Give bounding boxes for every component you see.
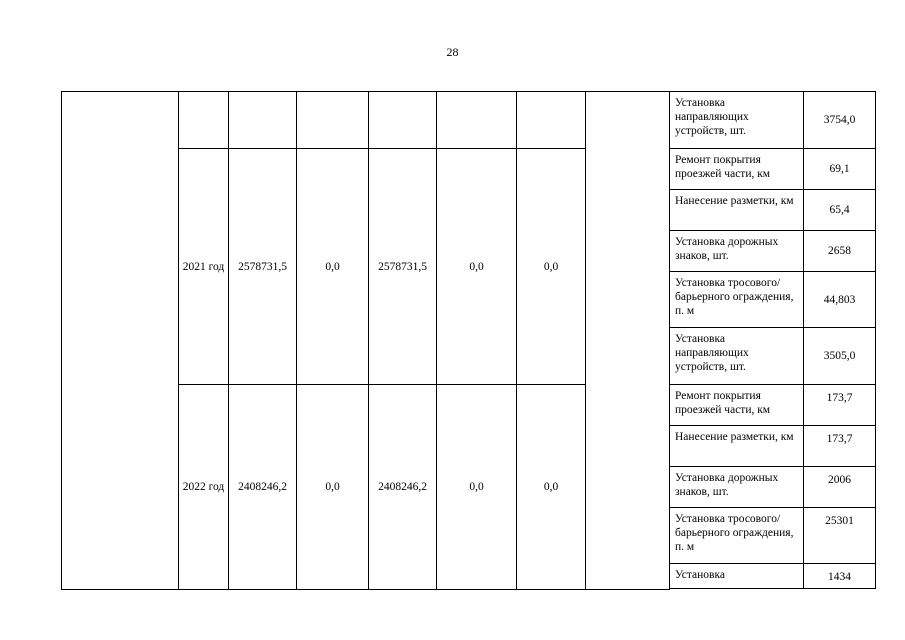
empty-column-cell — [586, 92, 670, 590]
amount-cell — [517, 92, 586, 149]
indicator-value: 173,7 — [804, 426, 876, 467]
indicator-name: Ремонт покрытия проезжей части, км — [670, 385, 804, 426]
year-cell — [179, 92, 229, 149]
year-cell: 2021 год — [179, 149, 229, 385]
amount-cell: 2578731,5 — [369, 149, 437, 385]
indicator-value: 2658 — [804, 231, 876, 272]
table-row — [62, 385, 876, 426]
indicator-name: Установка — [670, 564, 804, 589]
indicator-name: Установка дорожных знаков, шт. — [670, 467, 804, 508]
indicator-value: 65,4 — [804, 190, 876, 231]
page-number: 28 — [446, 45, 459, 59]
table-row — [62, 149, 876, 190]
amount-cell: 0,0 — [437, 385, 517, 590]
amount-cell — [297, 92, 369, 149]
indicator-name: Нанесение разметки, км — [670, 426, 804, 467]
indicator-name: Установка направляющих устройств, шт. — [670, 328, 804, 385]
table-row — [62, 92, 876, 149]
indicator-value: 1434 — [804, 564, 876, 589]
amount-cell: 0,0 — [517, 385, 586, 590]
indicator-name: Нанесение разметки, км — [670, 190, 804, 231]
indicator-value: 25301 — [804, 508, 876, 564]
indicator-value: 173,7 — [804, 385, 876, 426]
amount-cell: 0,0 — [517, 149, 586, 385]
indicator-value: 69,1 — [804, 149, 876, 190]
indicator-value: 44,803 — [804, 272, 876, 328]
amount-cell: 2578731,5 — [229, 149, 297, 385]
amount-cell: 2408246,2 — [229, 385, 297, 590]
amount-cell — [229, 92, 297, 149]
indicator-name: Установка направляющих устройств, шт. — [670, 92, 804, 149]
amount-cell: 0,0 — [437, 149, 517, 385]
amount-cell — [437, 92, 517, 149]
indicator-value: 3754,0 — [804, 92, 876, 149]
year-cell: 2022 год — [179, 385, 229, 590]
empty-column-cell — [62, 92, 179, 590]
data-table — [61, 91, 876, 590]
indicator-value: 2006 — [804, 467, 876, 508]
amount-cell: 0,0 — [297, 149, 369, 385]
amount-cell: 2408246,2 — [369, 385, 437, 590]
indicator-name: Установка тросового/барьерного ограждения, п. м — [670, 272, 804, 328]
indicator-value: 3505,0 — [804, 328, 876, 385]
indicator-name: Установка тросового/барьерного ограждения, п. м — [670, 508, 804, 564]
indicator-name: Установка дорожных знаков, шт. — [670, 231, 804, 272]
amount-cell: 0,0 — [297, 385, 369, 590]
indicator-name: Ремонт покрытия проезжей части, км — [670, 149, 804, 190]
amount-cell — [369, 92, 437, 149]
